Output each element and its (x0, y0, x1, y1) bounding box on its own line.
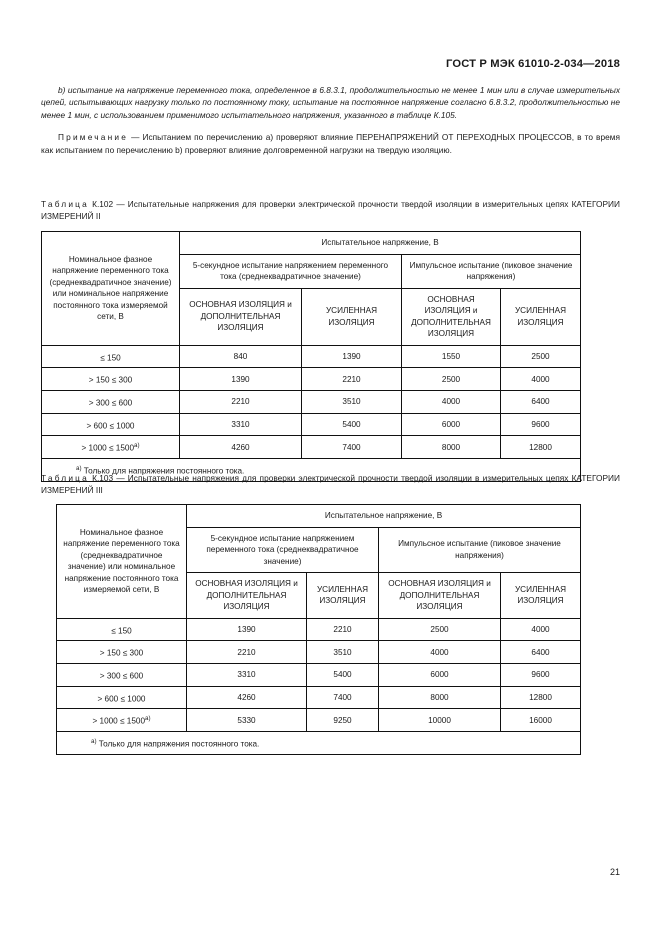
table1-r4-voltage-text: > 1000 ≤ 1500 (81, 444, 134, 454)
table1-r4-reinforced-ac: 7400 (302, 436, 402, 459)
table2-r1-voltage-text: > 150 ≤ 300 (99, 648, 144, 658)
table-row (57, 505, 581, 528)
table2-header-span-all: Испытательное напряжение, В (187, 505, 581, 528)
table1-wrap (41, 231, 580, 482)
table2-r1-voltage (57, 641, 187, 664)
table2-r3-voltage (57, 686, 187, 709)
note-paragraph (41, 131, 620, 156)
table2-r4-voltage-sup: a) (145, 715, 151, 723)
table2-r0-basic-impulse: 2500 (379, 618, 501, 641)
table1-r1-voltage-text: > 150 ≤ 300 (88, 375, 133, 385)
document-standard-header: ГОСТ Р МЭК 61010-2-034—2018 (446, 58, 620, 70)
table2-r3-basic-ac: 4260 (187, 686, 307, 709)
table1-caption (41, 198, 620, 222)
table1-header-span-all: Испытательное напряжение, В (180, 232, 581, 255)
table2-wrap (56, 504, 580, 755)
table-row (57, 686, 581, 709)
table2-caption-label: Таблица (41, 473, 89, 483)
table2-r4-basic-impulse: 10000 (379, 709, 501, 732)
table2-r3-voltage-text: > 600 ≤ 1000 (97, 694, 146, 704)
table2-header-reinforced-ac: УСИЛЕННАЯ ИЗОЛЯЦИЯ (307, 573, 379, 619)
table-row (42, 368, 581, 391)
table1-caption-text: — Испытательные напряжения для проверки электрической прочности твердой изоляции в измерительных цепях КАТЕГОРИИ ИЗМЕРЕНИЙ II (41, 199, 621, 221)
table2-r3-reinforced-impulse: 12800 (501, 686, 581, 709)
table2-r4-reinforced-ac: 9250 (307, 709, 379, 732)
table1-r1-basic-ac: 1390 (180, 368, 302, 391)
table1-r2-voltage-text: > 300 ≤ 600 (88, 398, 133, 408)
table-row (42, 232, 581, 255)
table1-r0-voltage (42, 345, 180, 368)
table1-footnote-marker: a) (76, 465, 82, 473)
table2-r0-voltage (57, 618, 187, 641)
table2-r2-basic-ac: 3310 (187, 663, 307, 686)
table1-r1-voltage (42, 368, 180, 391)
table1-header-basic-impulse: ОСНОВНАЯ ИЗОЛЯЦИЯ и ДОПОЛНИТЕЛЬНАЯ ИЗОЛЯЦИЯ (402, 288, 501, 345)
table1-r1-reinforced-ac: 2210 (302, 368, 402, 391)
table1-footnote-text: Только для напряжения постоянного тока. (83, 466, 245, 476)
table1-r2-voltage (42, 390, 180, 413)
table2-footnote-marker: a) (91, 738, 97, 746)
table1-r3-reinforced-impulse: 9600 (501, 413, 581, 436)
table1-r3-voltage (42, 413, 180, 436)
table-row (42, 390, 581, 413)
table1-caption-label: Таблица (41, 199, 89, 209)
table2-r0-voltage-text: ≤ 150 (111, 626, 132, 636)
table-row (57, 709, 581, 732)
table1-r0-reinforced-impulse: 2500 (501, 345, 581, 368)
table1-r3-voltage-text: > 600 ≤ 1000 (86, 421, 135, 431)
table-k103 (56, 504, 581, 755)
table1-header-reinforced-ac: УСИЛЕННАЯ ИЗОЛЯЦИЯ (302, 288, 402, 345)
table-row (42, 345, 581, 368)
note-text: — Испытанием по перечислению a) проверяют влияние ПЕРЕНАПРЯЖЕНИЙ ОТ ПЕРЕХОДНЫХ ПРОЦЕССОВ, в то время как испытанием по перечислению b) проверяют влияние долговременной нагрузки на твердую изоляцию. (41, 132, 620, 155)
table-row (42, 436, 581, 459)
table2-header-group-ac: 5-секундное испытание напряжением переменного тока (среднеквадратичное значение) (187, 527, 379, 573)
table2-r2-voltage (57, 663, 187, 686)
table2-r1-basic-impulse: 4000 (379, 641, 501, 664)
table2-header-reinforced-impulse: УСИЛЕННАЯ ИЗОЛЯЦИЯ (501, 573, 581, 619)
table1-r4-reinforced-impulse: 12800 (501, 436, 581, 459)
table2-caption-number: К.103 (92, 473, 114, 483)
table1-header-basic-ac: ОСНОВНАЯ ИЗОЛЯЦИЯ и ДОПОЛНИТЕЛЬНАЯ ИЗОЛЯЦИЯ (180, 288, 302, 345)
table2-header-basic-ac: ОСНОВНАЯ ИЗОЛЯЦИЯ и ДОПОЛНИТЕЛЬНАЯ ИЗОЛЯЦИЯ (187, 573, 307, 619)
table1-r4-basic-ac: 4260 (180, 436, 302, 459)
table1-header-group-impulse: Импульсное испытание (пиковое значение напряжения) (402, 254, 581, 288)
page-number: 21 (609, 867, 620, 877)
table2-r3-basic-impulse: 8000 (379, 686, 501, 709)
table2-header-stub: Номинальное фазное напряжение переменного тока (среднеквадратичное значение) или номинальное напряжение постоянного тока измеряемой сети, В (57, 505, 187, 619)
table1-r0-basic-ac: 840 (180, 345, 302, 368)
table2-header-group-impulse: Импульсное испытание (пиковое значение напряжения) (379, 527, 581, 573)
table2-r4-voltage (57, 709, 187, 732)
table1-r1-basic-impulse: 2500 (402, 368, 501, 391)
table1-r2-basic-ac: 2210 (180, 390, 302, 413)
table2-r1-reinforced-impulse: 6400 (501, 641, 581, 664)
table1-r2-reinforced-ac: 3510 (302, 390, 402, 413)
table2-footnote-text: Только для напряжения постоянного тока. (98, 739, 260, 749)
table2-footnote (57, 732, 581, 755)
table1-r2-reinforced-impulse: 6400 (501, 390, 581, 413)
table1-r4-basic-impulse: 8000 (402, 436, 501, 459)
table1-caption-number: К.102 (92, 199, 114, 209)
table1-r1-reinforced-impulse: 4000 (501, 368, 581, 391)
table1-r3-reinforced-ac: 5400 (302, 413, 402, 436)
table-row (57, 618, 581, 641)
document-body-text (41, 84, 620, 156)
table1-caption-wrap (41, 198, 620, 231)
table2-r1-basic-ac: 2210 (187, 641, 307, 664)
table2-caption (41, 472, 620, 496)
table2-r0-reinforced-ac: 2210 (307, 618, 379, 641)
table1-r2-basic-impulse: 4000 (402, 390, 501, 413)
table2-r3-reinforced-ac: 7400 (307, 686, 379, 709)
table-k102 (41, 231, 581, 482)
table-row (57, 641, 581, 664)
table2-r4-reinforced-impulse: 16000 (501, 709, 581, 732)
table-row (57, 732, 581, 755)
table2-r2-voltage-text: > 300 ≤ 600 (99, 671, 144, 681)
table-row (42, 413, 581, 436)
note-label: Примечание (58, 132, 129, 143)
table1-r0-voltage-text: ≤ 150 (100, 353, 121, 363)
table1-r4-voltage-sup: a) (134, 442, 140, 450)
table2-r4-basic-ac: 5330 (187, 709, 307, 732)
table2-r2-reinforced-ac: 5400 (307, 663, 379, 686)
table2-caption-text: — Испытательные напряжения для проверки электрической прочности твердой изоляции в измерительных цепях КАТЕГОРИИ ИЗМЕРЕНИЙ III (41, 473, 621, 495)
table-row (57, 663, 581, 686)
table1-header-reinforced-impulse: УСИЛЕННАЯ ИЗОЛЯЦИЯ (501, 288, 581, 345)
table2-header-basic-impulse: ОСНОВНАЯ ИЗОЛЯЦИЯ и ДОПОЛНИТЕЛЬНАЯ ИЗОЛЯЦИЯ (379, 573, 501, 619)
table2-r0-basic-ac: 1390 (187, 618, 307, 641)
table2-r1-reinforced-ac: 3510 (307, 641, 379, 664)
table2-r4-voltage-text: > 1000 ≤ 1500 (92, 717, 145, 727)
paragraph-item-b: b) испытание на напряжение переменного тока, определенное в 6.8.3.1, продолжительностью не менее 1 мин или в случае измерительных цепей, испытывающих нагрузку только по постоянному току, испытание на постоянное напряжение согласно 6.8.3.2, продолжительностью не менее 1 мин, с использованием применимого испытательного напряжения, указанного в таблице К.105. (41, 85, 620, 120)
table1-r0-reinforced-ac: 1390 (302, 345, 402, 368)
table1-r3-basic-ac: 3310 (180, 413, 302, 436)
table2-caption-wrap (41, 472, 620, 505)
table1-header-stub: Номинальное фазное напряжение переменного тока (среднеквадратичное значение) или номинальное напряжение постоянного тока измеряемой сети, В (42, 232, 180, 346)
table1-header-group-ac: 5-секундное испытание напряжением переменного тока (среднеквадратичное значение) (180, 254, 402, 288)
table1-r4-voltage (42, 436, 180, 459)
table2-r2-reinforced-impulse: 9600 (501, 663, 581, 686)
table2-r0-reinforced-impulse: 4000 (501, 618, 581, 641)
table1-r3-basic-impulse: 6000 (402, 413, 501, 436)
table2-r2-basic-impulse: 6000 (379, 663, 501, 686)
table1-r0-basic-impulse: 1550 (402, 345, 501, 368)
